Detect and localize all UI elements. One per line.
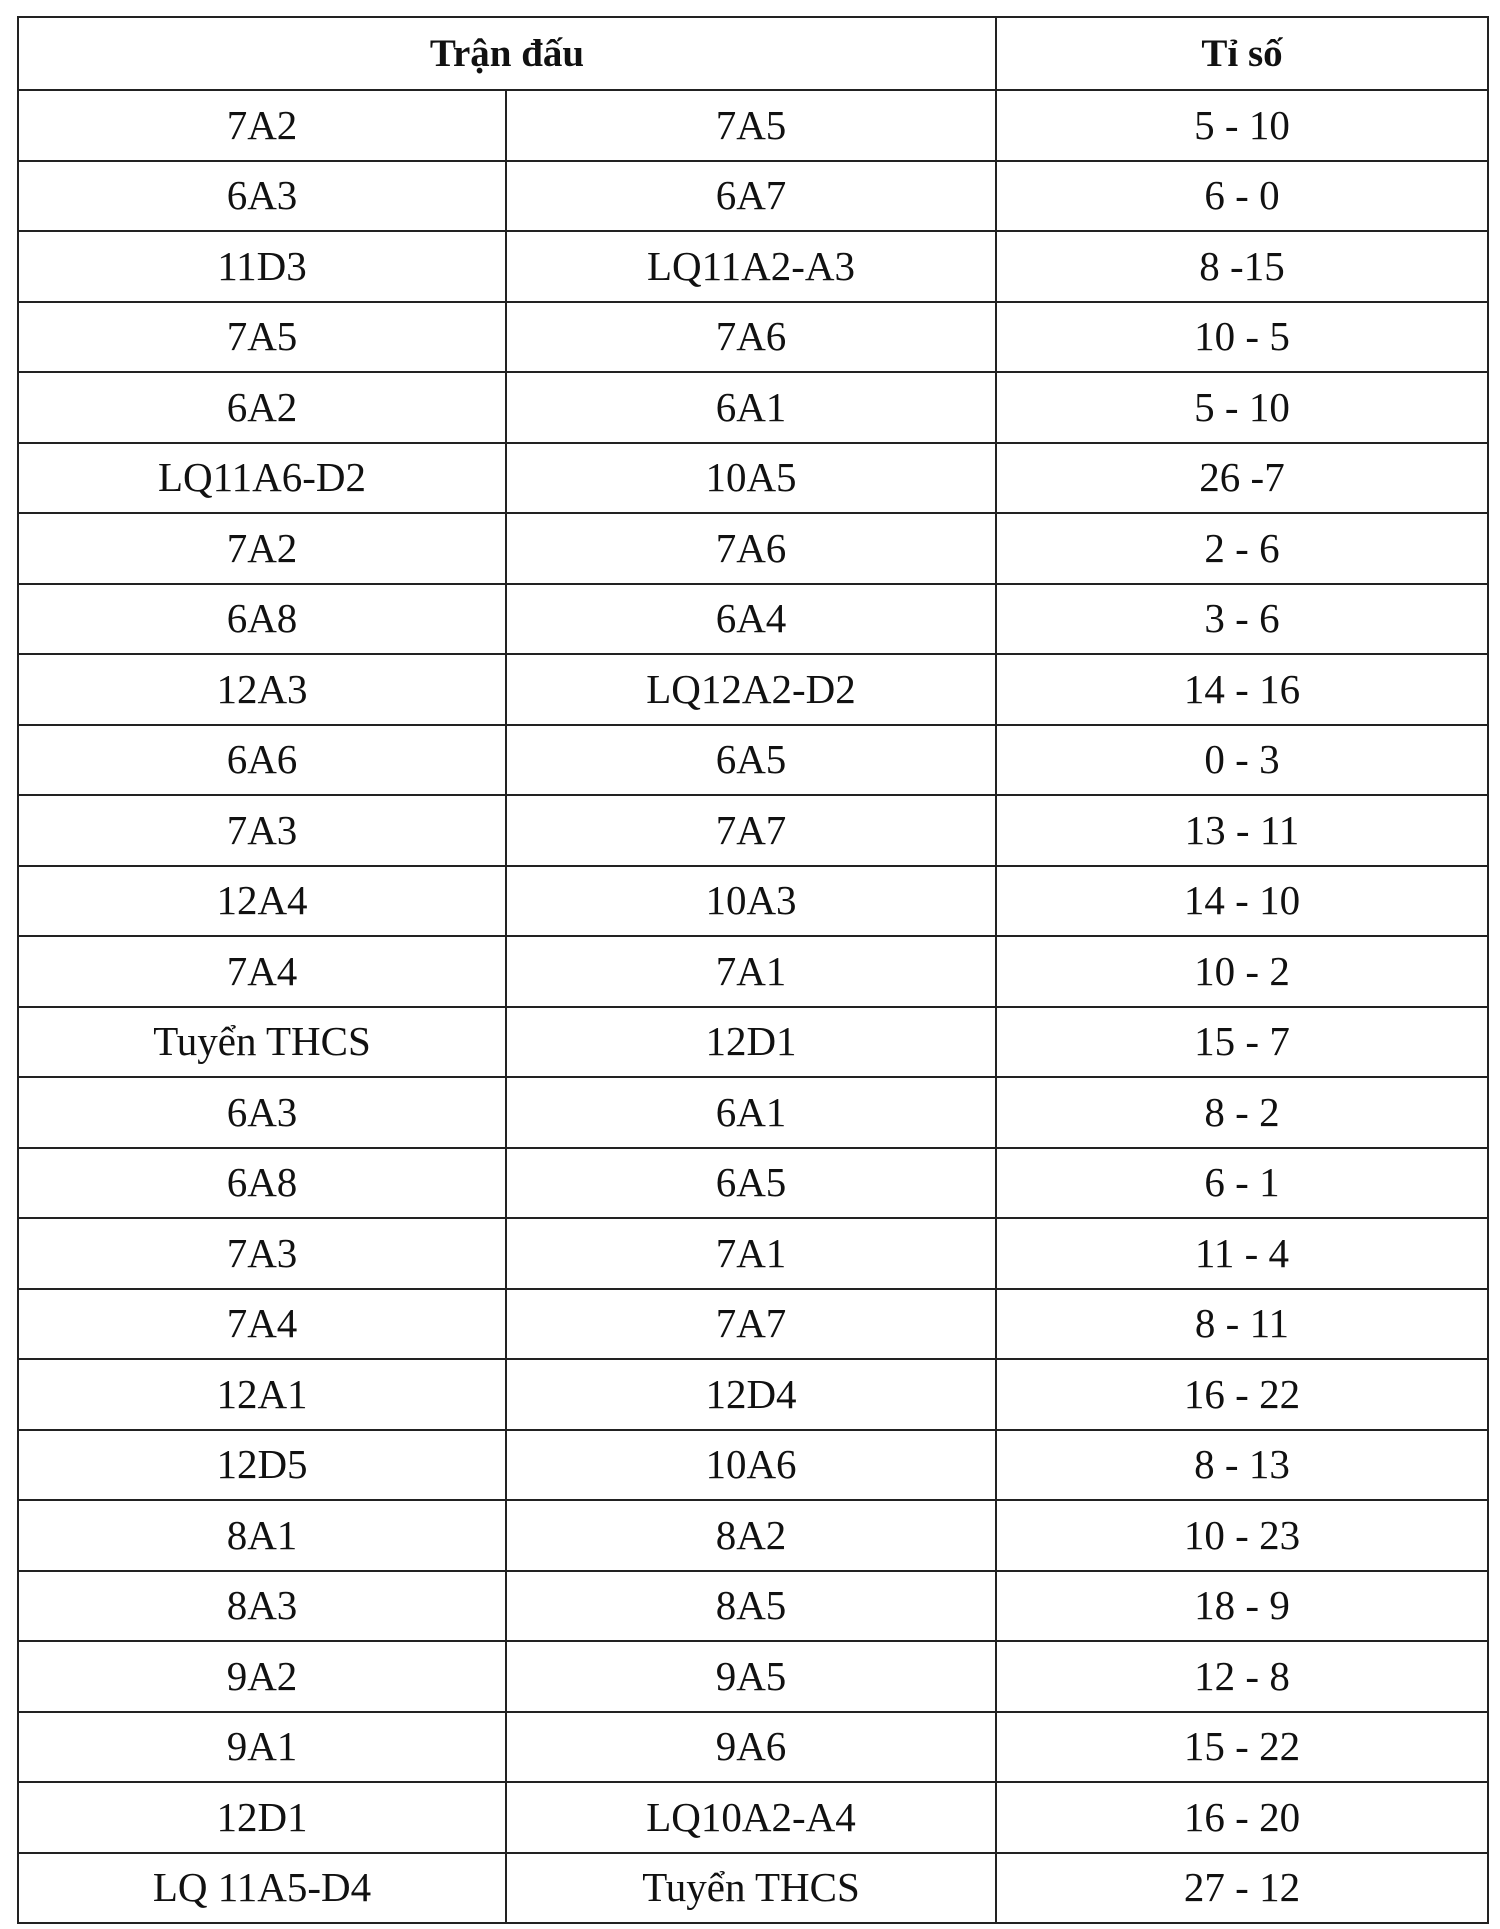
team2-cell: 6A5 <box>506 1148 996 1219</box>
team2-cell: LQ11A2-A3 <box>506 231 996 302</box>
team1-cell: 6A3 <box>18 1077 506 1148</box>
team1-cell: 11D3 <box>18 231 506 302</box>
team1-cell: 6A3 <box>18 161 506 232</box>
team2-cell: 6A7 <box>506 161 996 232</box>
table-row <box>18 1148 1488 1219</box>
table-row <box>18 1712 1488 1783</box>
table-row <box>18 302 1488 373</box>
team2-cell: Tuyển THCS <box>506 1853 996 1924</box>
score-cell: 16 - 22 <box>996 1359 1488 1430</box>
table-row <box>18 866 1488 937</box>
score-cell: 2 - 6 <box>996 513 1488 584</box>
team2-cell: 9A6 <box>506 1712 996 1783</box>
team2-cell: 6A5 <box>506 725 996 796</box>
team2-cell: 10A3 <box>506 866 996 937</box>
team2-cell: 8A2 <box>506 1500 996 1571</box>
score-cell: 5 - 10 <box>996 90 1488 161</box>
team1-cell: 6A8 <box>18 584 506 655</box>
score-cell: 8 - 13 <box>996 1430 1488 1501</box>
team2-cell: 8A5 <box>506 1571 996 1642</box>
table-row <box>18 1782 1488 1853</box>
team1-cell: 7A3 <box>18 1218 506 1289</box>
score-cell: 16 - 20 <box>996 1782 1488 1853</box>
header-row <box>18 17 1488 90</box>
team1-cell: 6A2 <box>18 372 506 443</box>
table-row <box>18 795 1488 866</box>
score-cell: 18 - 9 <box>996 1571 1488 1642</box>
table-row <box>18 1289 1488 1360</box>
team1-cell: 7A4 <box>18 1289 506 1360</box>
team1-cell: 12D1 <box>18 1782 506 1853</box>
table-row <box>18 1571 1488 1642</box>
score-cell: 13 - 11 <box>996 795 1488 866</box>
team1-cell: 12D5 <box>18 1430 506 1501</box>
team2-cell: 7A1 <box>506 936 996 1007</box>
match-column-header: Trận đấu <box>18 17 996 90</box>
table-row <box>18 1641 1488 1712</box>
team2-cell: 7A7 <box>506 1289 996 1360</box>
team1-cell: 7A2 <box>18 90 506 161</box>
table-body <box>18 90 1488 1923</box>
team1-cell: 9A2 <box>18 1641 506 1712</box>
score-cell: 10 - 23 <box>996 1500 1488 1571</box>
team2-cell: 7A6 <box>506 302 996 373</box>
team1-cell: 6A6 <box>18 725 506 796</box>
team2-cell: 6A4 <box>506 584 996 655</box>
score-cell: 3 - 6 <box>996 584 1488 655</box>
team1-cell: 8A1 <box>18 1500 506 1571</box>
team1-cell: 12A3 <box>18 654 506 725</box>
score-cell: 11 - 4 <box>996 1218 1488 1289</box>
table-row <box>18 1359 1488 1430</box>
score-cell: 12 - 8 <box>996 1641 1488 1712</box>
score-cell: 6 - 0 <box>996 161 1488 232</box>
team1-cell: 6A8 <box>18 1148 506 1219</box>
team2-cell: 10A5 <box>506 443 996 514</box>
team2-cell: 6A1 <box>506 1077 996 1148</box>
team2-cell: 7A1 <box>506 1218 996 1289</box>
team1-cell: LQ11A6-D2 <box>18 443 506 514</box>
score-cell: 15 - 22 <box>996 1712 1488 1783</box>
team1-cell: 7A3 <box>18 795 506 866</box>
team2-cell: LQ10A2-A4 <box>506 1782 996 1853</box>
table-row <box>18 513 1488 584</box>
team2-cell: 10A6 <box>506 1430 996 1501</box>
team1-cell: 7A5 <box>18 302 506 373</box>
score-cell: 0 - 3 <box>996 725 1488 796</box>
score-cell: 27 - 12 <box>996 1853 1488 1924</box>
table-row <box>18 936 1488 1007</box>
results-table <box>17 16 1489 1924</box>
team2-cell: 7A6 <box>506 513 996 584</box>
score-cell: 26 -7 <box>996 443 1488 514</box>
team2-cell: 12D1 <box>506 1007 996 1078</box>
score-cell: 10 - 2 <box>996 936 1488 1007</box>
score-cell: 14 - 10 <box>996 866 1488 937</box>
team1-cell: LQ 11A5-D4 <box>18 1853 506 1924</box>
score-cell: 10 - 5 <box>996 302 1488 373</box>
team1-cell: 7A2 <box>18 513 506 584</box>
team1-cell: 12A4 <box>18 866 506 937</box>
team1-cell: 9A1 <box>18 1712 506 1783</box>
team2-cell: 7A5 <box>506 90 996 161</box>
table-row <box>18 654 1488 725</box>
team1-cell: Tuyển THCS <box>18 1007 506 1078</box>
team2-cell: 9A5 <box>506 1641 996 1712</box>
team1-cell: 12A1 <box>18 1359 506 1430</box>
table-row <box>18 443 1488 514</box>
table-row <box>18 1500 1488 1571</box>
table-row <box>18 725 1488 796</box>
team1-cell: 8A3 <box>18 1571 506 1642</box>
score-cell: 15 - 7 <box>996 1007 1488 1078</box>
team2-cell: 6A1 <box>506 372 996 443</box>
table-header <box>18 17 1488 90</box>
team2-cell: 7A7 <box>506 795 996 866</box>
table-row <box>18 584 1488 655</box>
score-cell: 5 - 10 <box>996 372 1488 443</box>
table-row <box>18 1430 1488 1501</box>
team2-cell: 12D4 <box>506 1359 996 1430</box>
score-cell: 8 - 11 <box>996 1289 1488 1360</box>
score-cell: 14 - 16 <box>996 654 1488 725</box>
table-row <box>18 1077 1488 1148</box>
score-cell: 8 -15 <box>996 231 1488 302</box>
table-row <box>18 1218 1488 1289</box>
team1-cell: 7A4 <box>18 936 506 1007</box>
table-row <box>18 161 1488 232</box>
score-column-header: Tỉ số <box>996 17 1488 90</box>
table-row <box>18 90 1488 161</box>
score-cell: 8 - 2 <box>996 1077 1488 1148</box>
table-row <box>18 231 1488 302</box>
table-row <box>18 372 1488 443</box>
table-row <box>18 1853 1488 1924</box>
score-cell: 6 - 1 <box>996 1148 1488 1219</box>
team2-cell: LQ12A2-D2 <box>506 654 996 725</box>
table-row <box>18 1007 1488 1078</box>
